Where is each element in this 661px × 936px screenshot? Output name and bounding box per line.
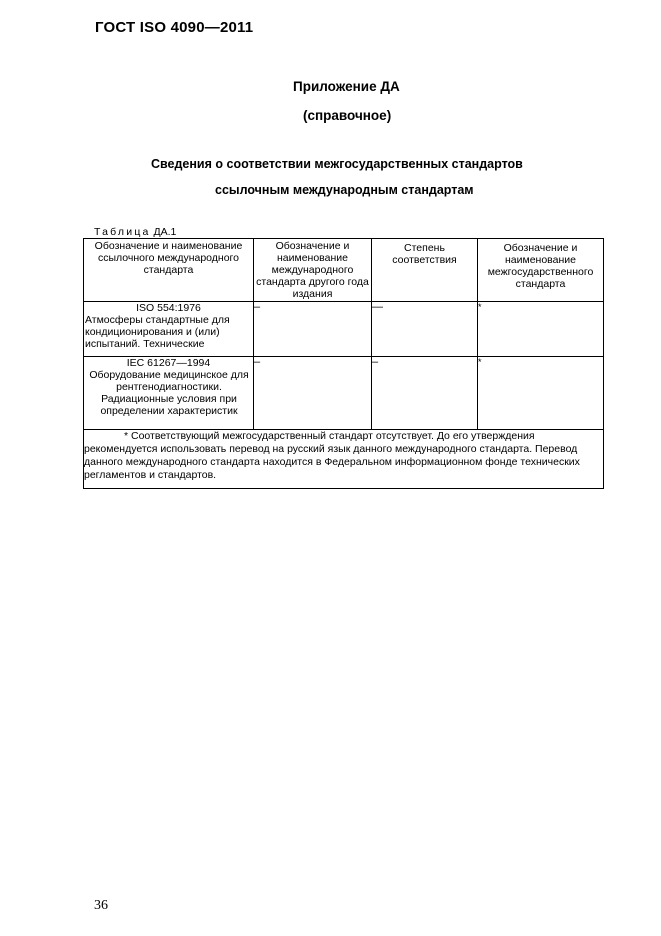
section-title-line-2: ссылочным международным стандартам: [215, 183, 474, 197]
correspondence-table: [83, 238, 604, 489]
annex-title: Приложение ДА: [293, 79, 400, 94]
correspondence-degree-cell: –: [372, 357, 478, 430]
section-title-line-1: Сведения о соответствии межгосударственных стандартов: [151, 157, 523, 171]
table-row: [84, 357, 604, 430]
header-cell-correspondence-degree: Степень соответствия: [372, 239, 478, 302]
table-label-word: Таблица: [94, 226, 151, 238]
table-label-id: ДА.1: [153, 226, 177, 238]
annex-subtitle: (справочное): [303, 108, 392, 123]
footnote-first-line: * Соответствующий межгосударственный стандарт отсутствует. До его утверждения: [124, 430, 535, 442]
footnote-continuation: рекомендуется использовать перевод на русский язык данного международного стандарта. Перевод данного международного стандарта находится в Федеральном информационном фонде технических регламентов и стандартов.: [84, 443, 580, 481]
section-title: [0, 151, 661, 203]
table-label: [94, 226, 176, 238]
standard-name: Атмосферы стандартные для кондиционирования и (или) испытаний. Технические: [85, 314, 230, 350]
other-year-standard-cell: –: [254, 357, 372, 430]
table-footnote-row: [84, 430, 604, 489]
table-header-row: [84, 239, 604, 302]
table-footnote: [84, 430, 604, 489]
header-cell-other-year-standard: Обозначение и наименование международного стандарта другого года издания: [254, 239, 372, 302]
reference-standard-cell: [84, 302, 254, 357]
page-number: 36: [94, 898, 108, 913]
standard-code: IEC 61267—1994: [126, 357, 211, 369]
other-year-standard-cell: –: [254, 302, 372, 357]
interstate-standard-cell: *: [478, 357, 604, 430]
header-cell-reference-standard: Обозначение и наименование ссылочного международного стандарта: [84, 239, 254, 302]
interstate-standard-cell: *: [478, 302, 604, 357]
standard-code: ISO 554:1976: [136, 302, 201, 314]
document-code-header: ГОСТ ISO 4090—2011: [95, 19, 254, 36]
standard-name: Оборудование медицинское для рентгенодиагностики. Радиационные условия при определении характеристик: [89, 369, 249, 417]
reference-standard-cell: [84, 357, 254, 430]
correspondence-degree-cell: —: [372, 302, 478, 357]
table-row: [84, 302, 604, 357]
header-cell-interstate-standard: Обозначение и наименование межгосударственного стандарта: [478, 239, 604, 302]
